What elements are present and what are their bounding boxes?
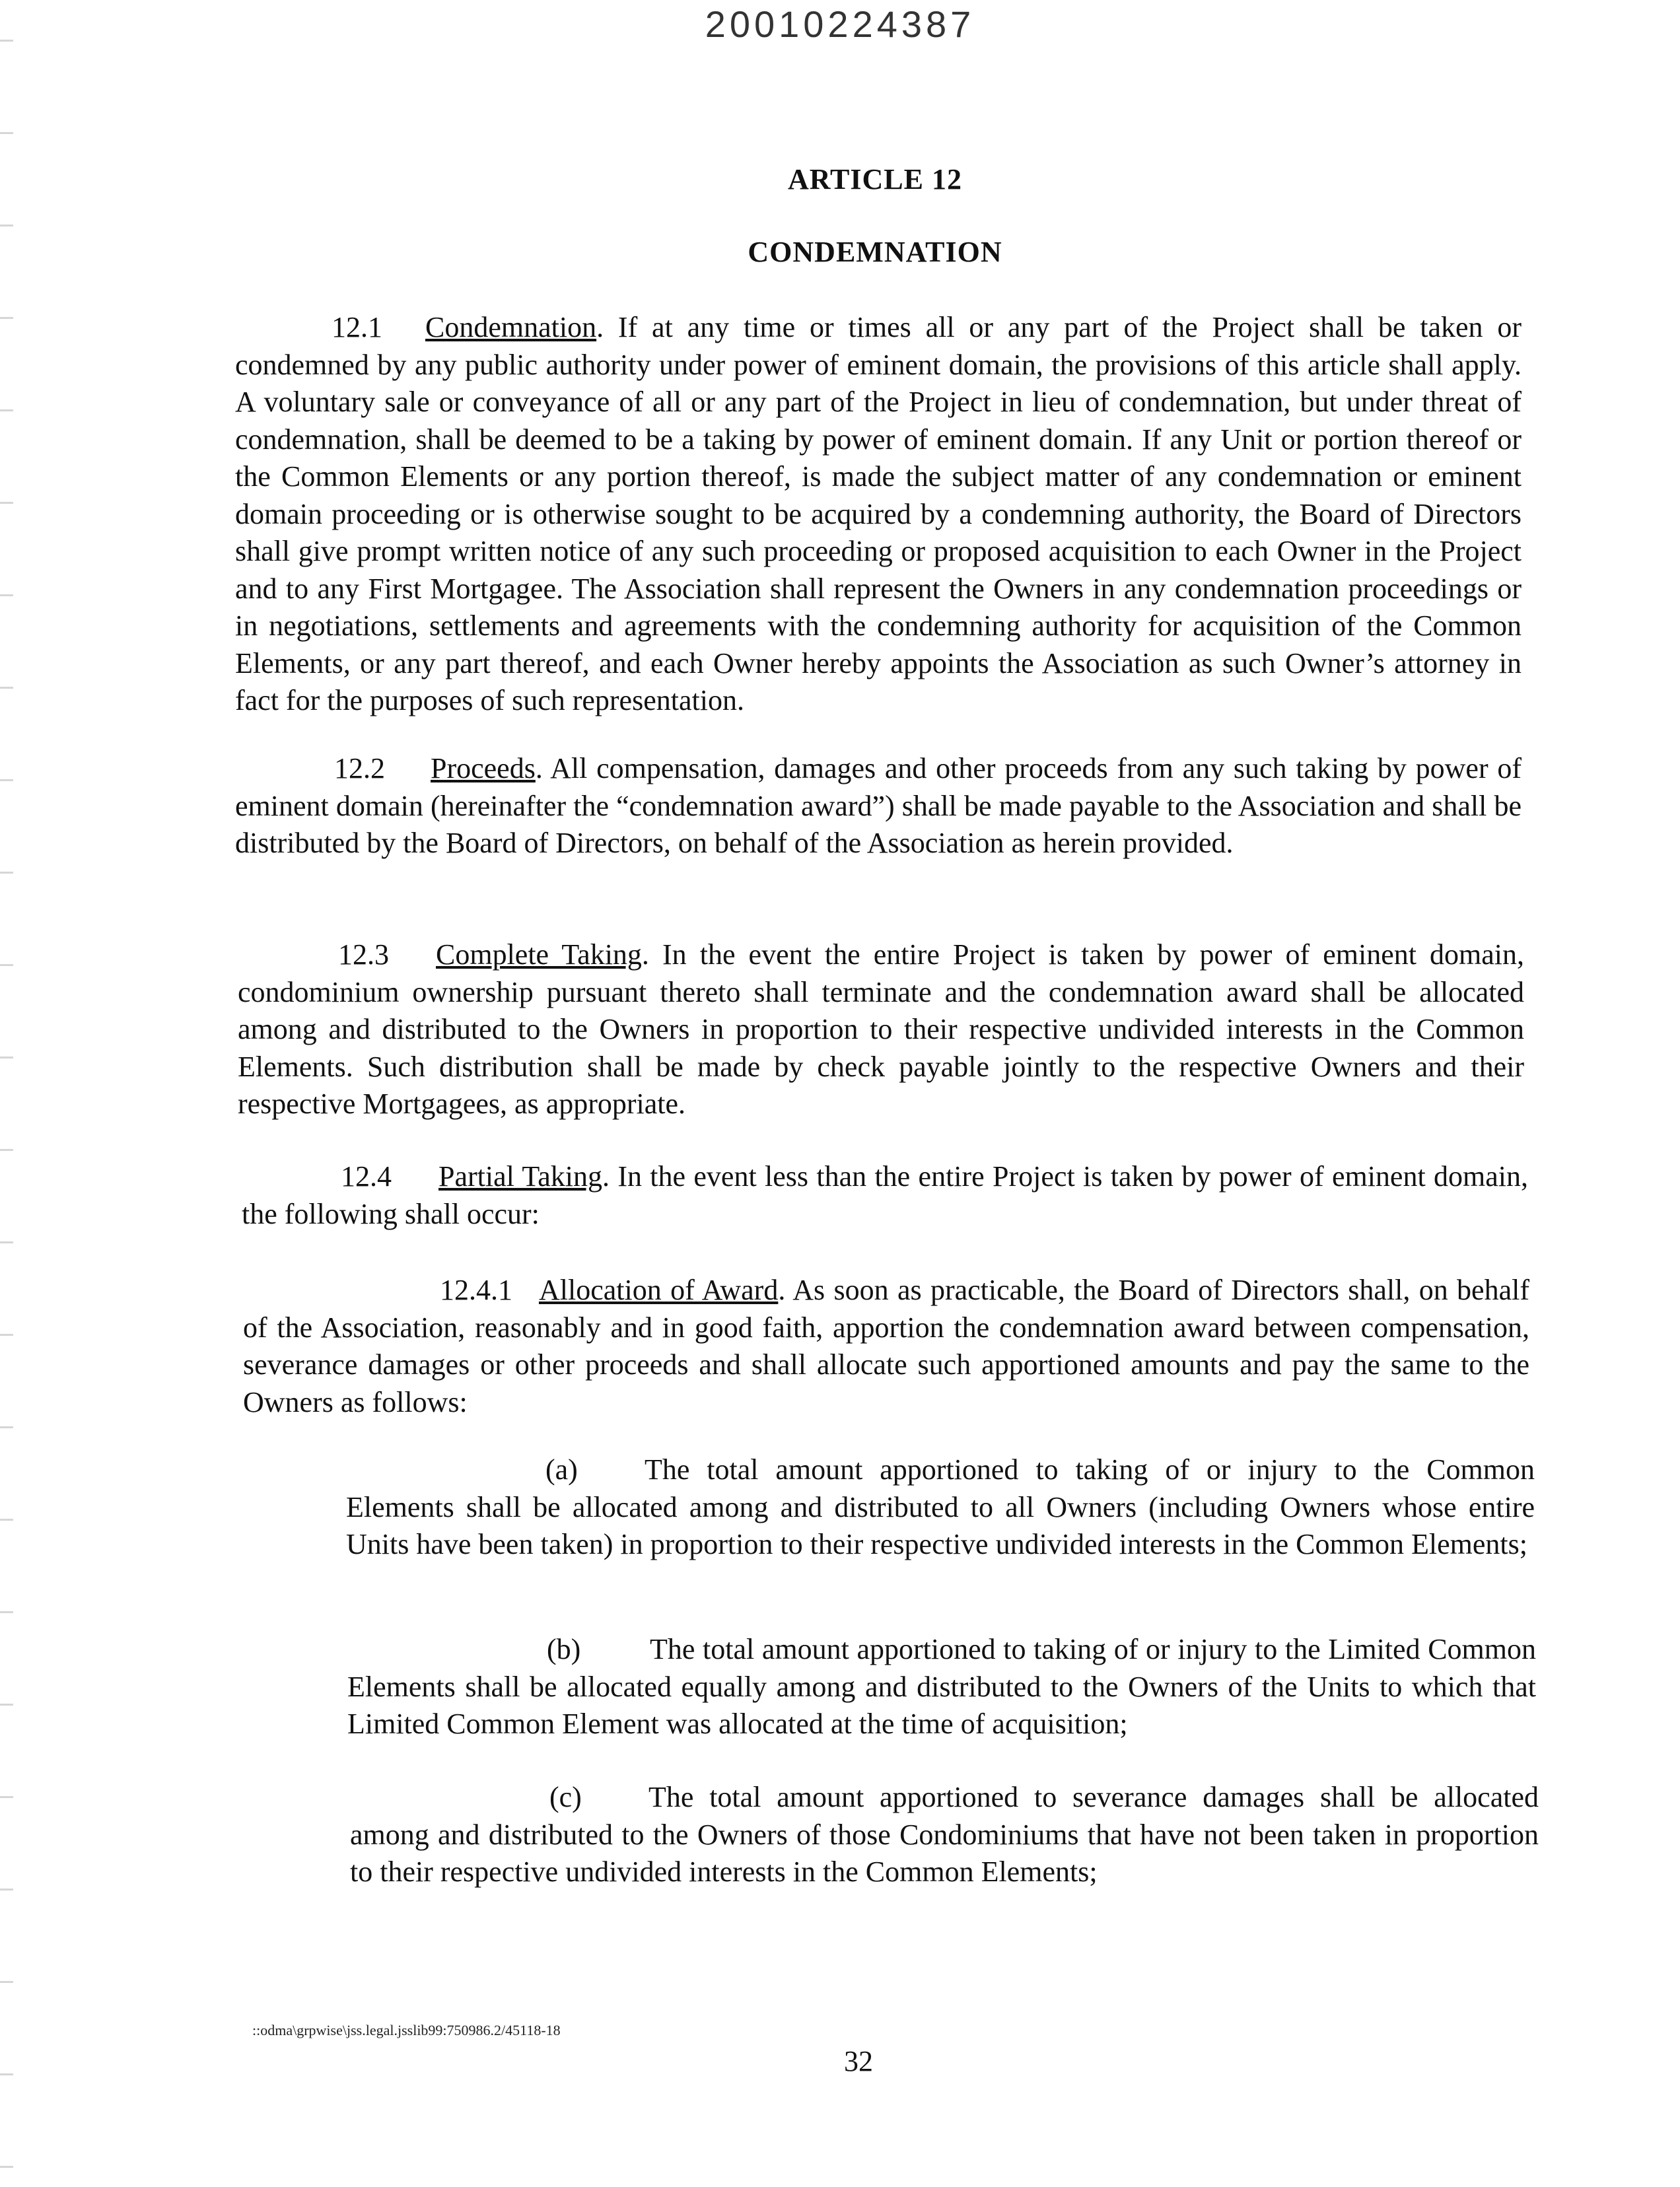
item-a (346, 1451, 1535, 1564)
item-label: (c) (549, 1781, 582, 1813)
title-period: . (778, 1274, 793, 1306)
section-12-2 (235, 750, 1522, 862)
document-number: 20010224387 (705, 3, 975, 45)
title-period: . (535, 752, 551, 784)
section-title: Proceeds (431, 752, 536, 784)
item-label: (a) (545, 1453, 578, 1486)
section-12-1 (235, 309, 1522, 720)
section-title: Complete Taking (436, 938, 642, 971)
section-title: Condemnation (425, 311, 597, 343)
section-title: Partial Taking (438, 1160, 602, 1193)
article-number: ARTICLE 12 (788, 163, 962, 195)
article-title: CONDEMNATION (748, 236, 1002, 268)
section-number: 12.4.1 (440, 1274, 512, 1306)
section-12-4-1 (243, 1272, 1529, 1421)
section-text: All compensation, damages and other proceeds from any such taking by power of eminent domain (hereinafter the “condemnation award”) shall be made payable to the Association and shall be distributed by the Board of Directors, on behalf of the Association as herein provided. (235, 752, 1522, 859)
item-text: The total amount apportioned to taking of or injury to the Common Elements shall be allocated among and distributed to all Owners (including Owners whose entire Units have been taken) in proportion to their respective undivided interests in the Common Elements; (346, 1453, 1535, 1560)
item-text: The total amount apportioned to severance damages shall be allocated among and distributed to the Owners of those Condominiums that have not been taken in proportion to their respective undivided interests in the Common Elements; (350, 1781, 1539, 1888)
section-text: As soon as practicable, the Board of Directors shall, on behalf of the Association, reasonably and in good faith, apportion the condemnation award between compensation, severance damages or other proceeds and shall allocate such apportioned amounts and pay the same to the Owners as follows: (243, 1274, 1529, 1418)
section-text: If at any time or times all or any part of the Project shall be taken or condemned by any public authority under power of eminent domain, the provisions of this article shall apply. A voluntary sale or conveyance of all or any part of the Project in lieu of condemnation, but under threat of condemnation, shall be deemed to be a taking by power of eminent domain. If any Unit or portion thereof or the Common Elements or any portion thereof, is made the subject matter of any condemnation or eminent domain proceeding or is otherwise sought to be acquired by a condemning authority, the Board of Directors shall give prompt written notice of any such proceeding or proposed acquisition to each Owner in the Project and to any First Mortgagee. The Association shall represent the Owners in any condemnation proceedings or in negotiations, settlements and agreements with the condemning authority for acquisition of the Common Elements, or any part thereof, and each Owner hereby appoints the Association as such Owner’s attorney in fact for the purposes of such representation. (235, 311, 1522, 716)
section-text: In the event less than the entire Project is taken by power of eminent domain, the following shall occur: (242, 1160, 1528, 1230)
item-text: The total amount apportioned to taking of or injury to the Limited Common Elements shall be allocated equally among and distributed to the Owners of the Units to which that Limited Common Element was allocated at the time of acquisition; (347, 1633, 1536, 1740)
section-12-3 (238, 936, 1524, 1123)
page-number: 32 (844, 2045, 873, 2077)
section-text: In the event the entire Project is taken by power of eminent domain, condominium ownership pursuant thereto shall terminate and the condemnation award shall be allocated among and distributed to the Owners in proportion to their respective undivided interests in the Common Elements. Such distribution shall be made by check payable jointly to the respective Owners and their respective Mortgagees, as appropriate. (238, 938, 1525, 1120)
item-b (347, 1631, 1536, 1743)
section-title: Allocation of Award (539, 1274, 779, 1306)
section-number: 12.4 (341, 1160, 392, 1193)
item-c (350, 1779, 1539, 1891)
title-period: . (596, 311, 618, 343)
section-12-4 (242, 1158, 1528, 1233)
scan-margin-artifacts (0, 0, 13, 2187)
section-number: 12.2 (334, 752, 385, 784)
footer-document-id: ::odma\grpwise\jss.legal.jsslib99:750986.2/45118-18 (252, 2022, 561, 2038)
item-label: (b) (547, 1633, 581, 1665)
section-number: 12.3 (338, 938, 389, 971)
title-period: . (602, 1160, 618, 1193)
title-period: . (641, 938, 662, 971)
section-number: 12.1 (332, 311, 382, 343)
